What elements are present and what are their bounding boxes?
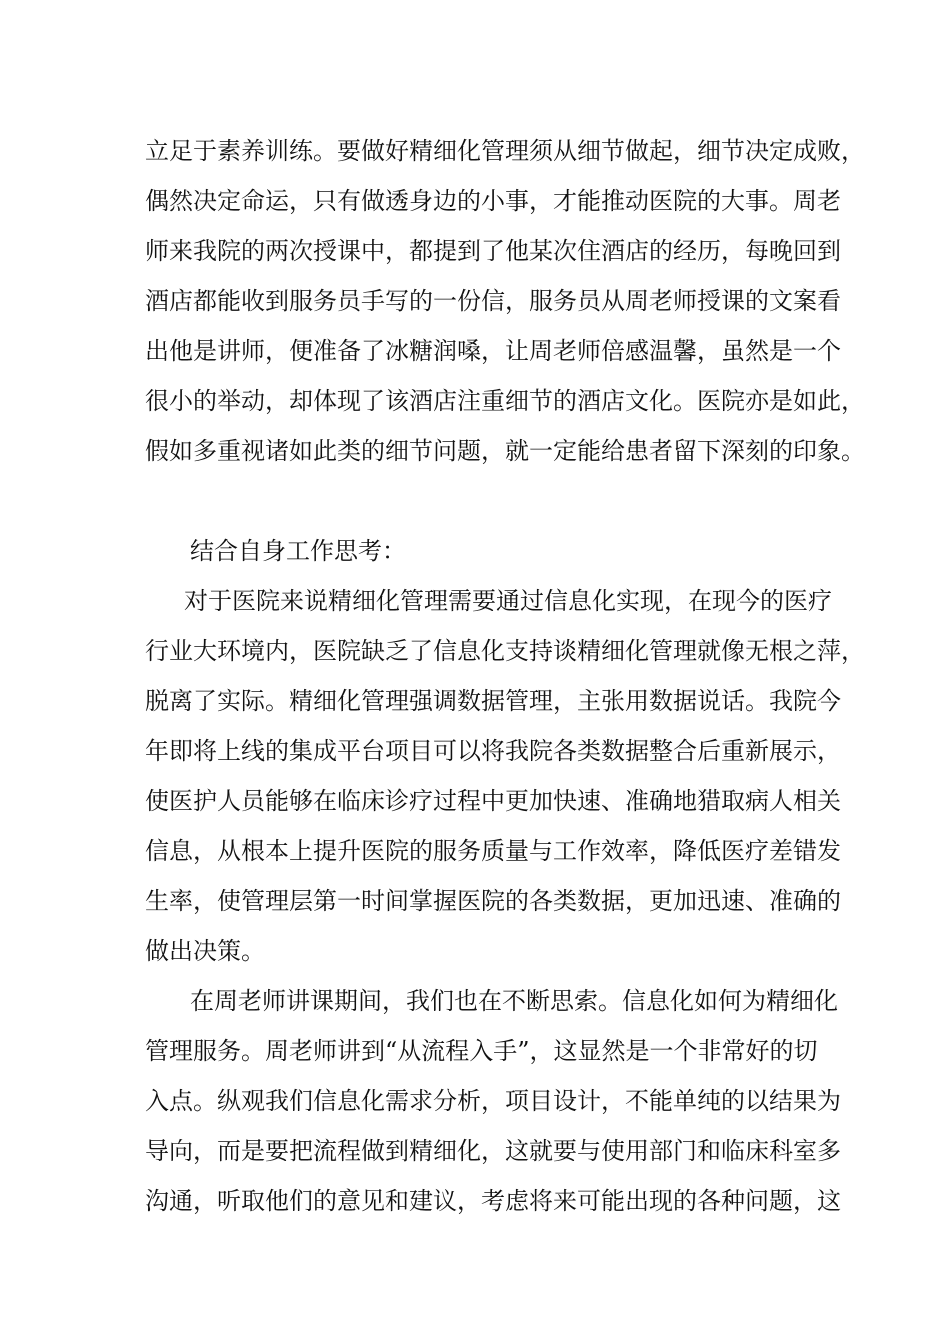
paragraph-3-line-1: 在周老师讲课期间，我们也在不断思索。信息化如何为精细化: [190, 987, 838, 1015]
paragraph-2-line-6: 信息，从根本上提升医院的服务质量与工作效率，降低医疗差错发: [145, 837, 841, 865]
paragraph-2-line-1: 对于医院来说精细化管理需要通过信息化实现，在现今的医疗: [184, 587, 832, 615]
paragraph-2-line-4: 年即将上线的集成平台项目可以将我院各类数据整合后重新展示，: [145, 737, 841, 765]
paragraph-2-line-5: 使医护人员能够在临床诊疗过程中更加快速、准确地猎取病人相关: [145, 787, 841, 815]
paragraph-1-line-2: 偶然决定命运，只有做透身边的小事，才能推动医院的大事。周老: [145, 187, 841, 215]
paragraph-2-line-3: 脱离了实际。精细化管理强调数据管理，主张用数据说话。我院今: [145, 687, 841, 715]
paragraph-3-line-3: 入点。纵观我们信息化需求分析，项目设计，不能单纯的以结果为: [145, 1087, 841, 1115]
paragraph-2-line-8: 做出决策。: [145, 937, 265, 965]
paragraph-3-line-2: 管理服务。周老师讲到“从流程入手”，这显然是一个非常好的切: [145, 1037, 818, 1065]
paragraph-1-line-7: 假如多重视诸如此类的细节问题，就一定能给患者留下深刻的印象。: [145, 437, 865, 465]
paragraph-1-line-6: 很小的举动，却体现了该酒店注重细节的酒店文化。医院亦是如此，: [145, 387, 865, 415]
paragraph-3-line-5: 沟通，听取他们的意见和建议，考虑将来可能出现的各种问题，这: [145, 1187, 841, 1215]
paragraph-1-line-1: 立足于素养训练。要做好精细化管理须从细节做起，细节决定成败，: [145, 137, 865, 165]
section-heading: 结合自身工作思考：: [190, 537, 406, 565]
paragraph-2-line-7: 生率，使管理层第一时间掌握医院的各类数据，更加迅速、准确的: [145, 887, 841, 915]
paragraph-2-line-2: 行业大环境内，医院缺乏了信息化支持谈精细化管理就像无根之萍，: [145, 637, 865, 665]
paragraph-1-line-4: 酒店都能收到服务员手写的一份信，服务员从周老师授课的文案看: [145, 287, 841, 315]
paragraph-3-line-4: 导向，而是要把流程做到精细化，这就要与使用部门和临床科室多: [145, 1137, 841, 1165]
paragraph-1-line-3: 师来我院的两次授课中，都提到了他某次住酒店的经历，每晚回到: [145, 237, 841, 265]
paragraph-1-line-5: 出他是讲师，便准备了冰糖润嗓，让周老师倍感温馨，虽然是一个: [145, 337, 841, 365]
